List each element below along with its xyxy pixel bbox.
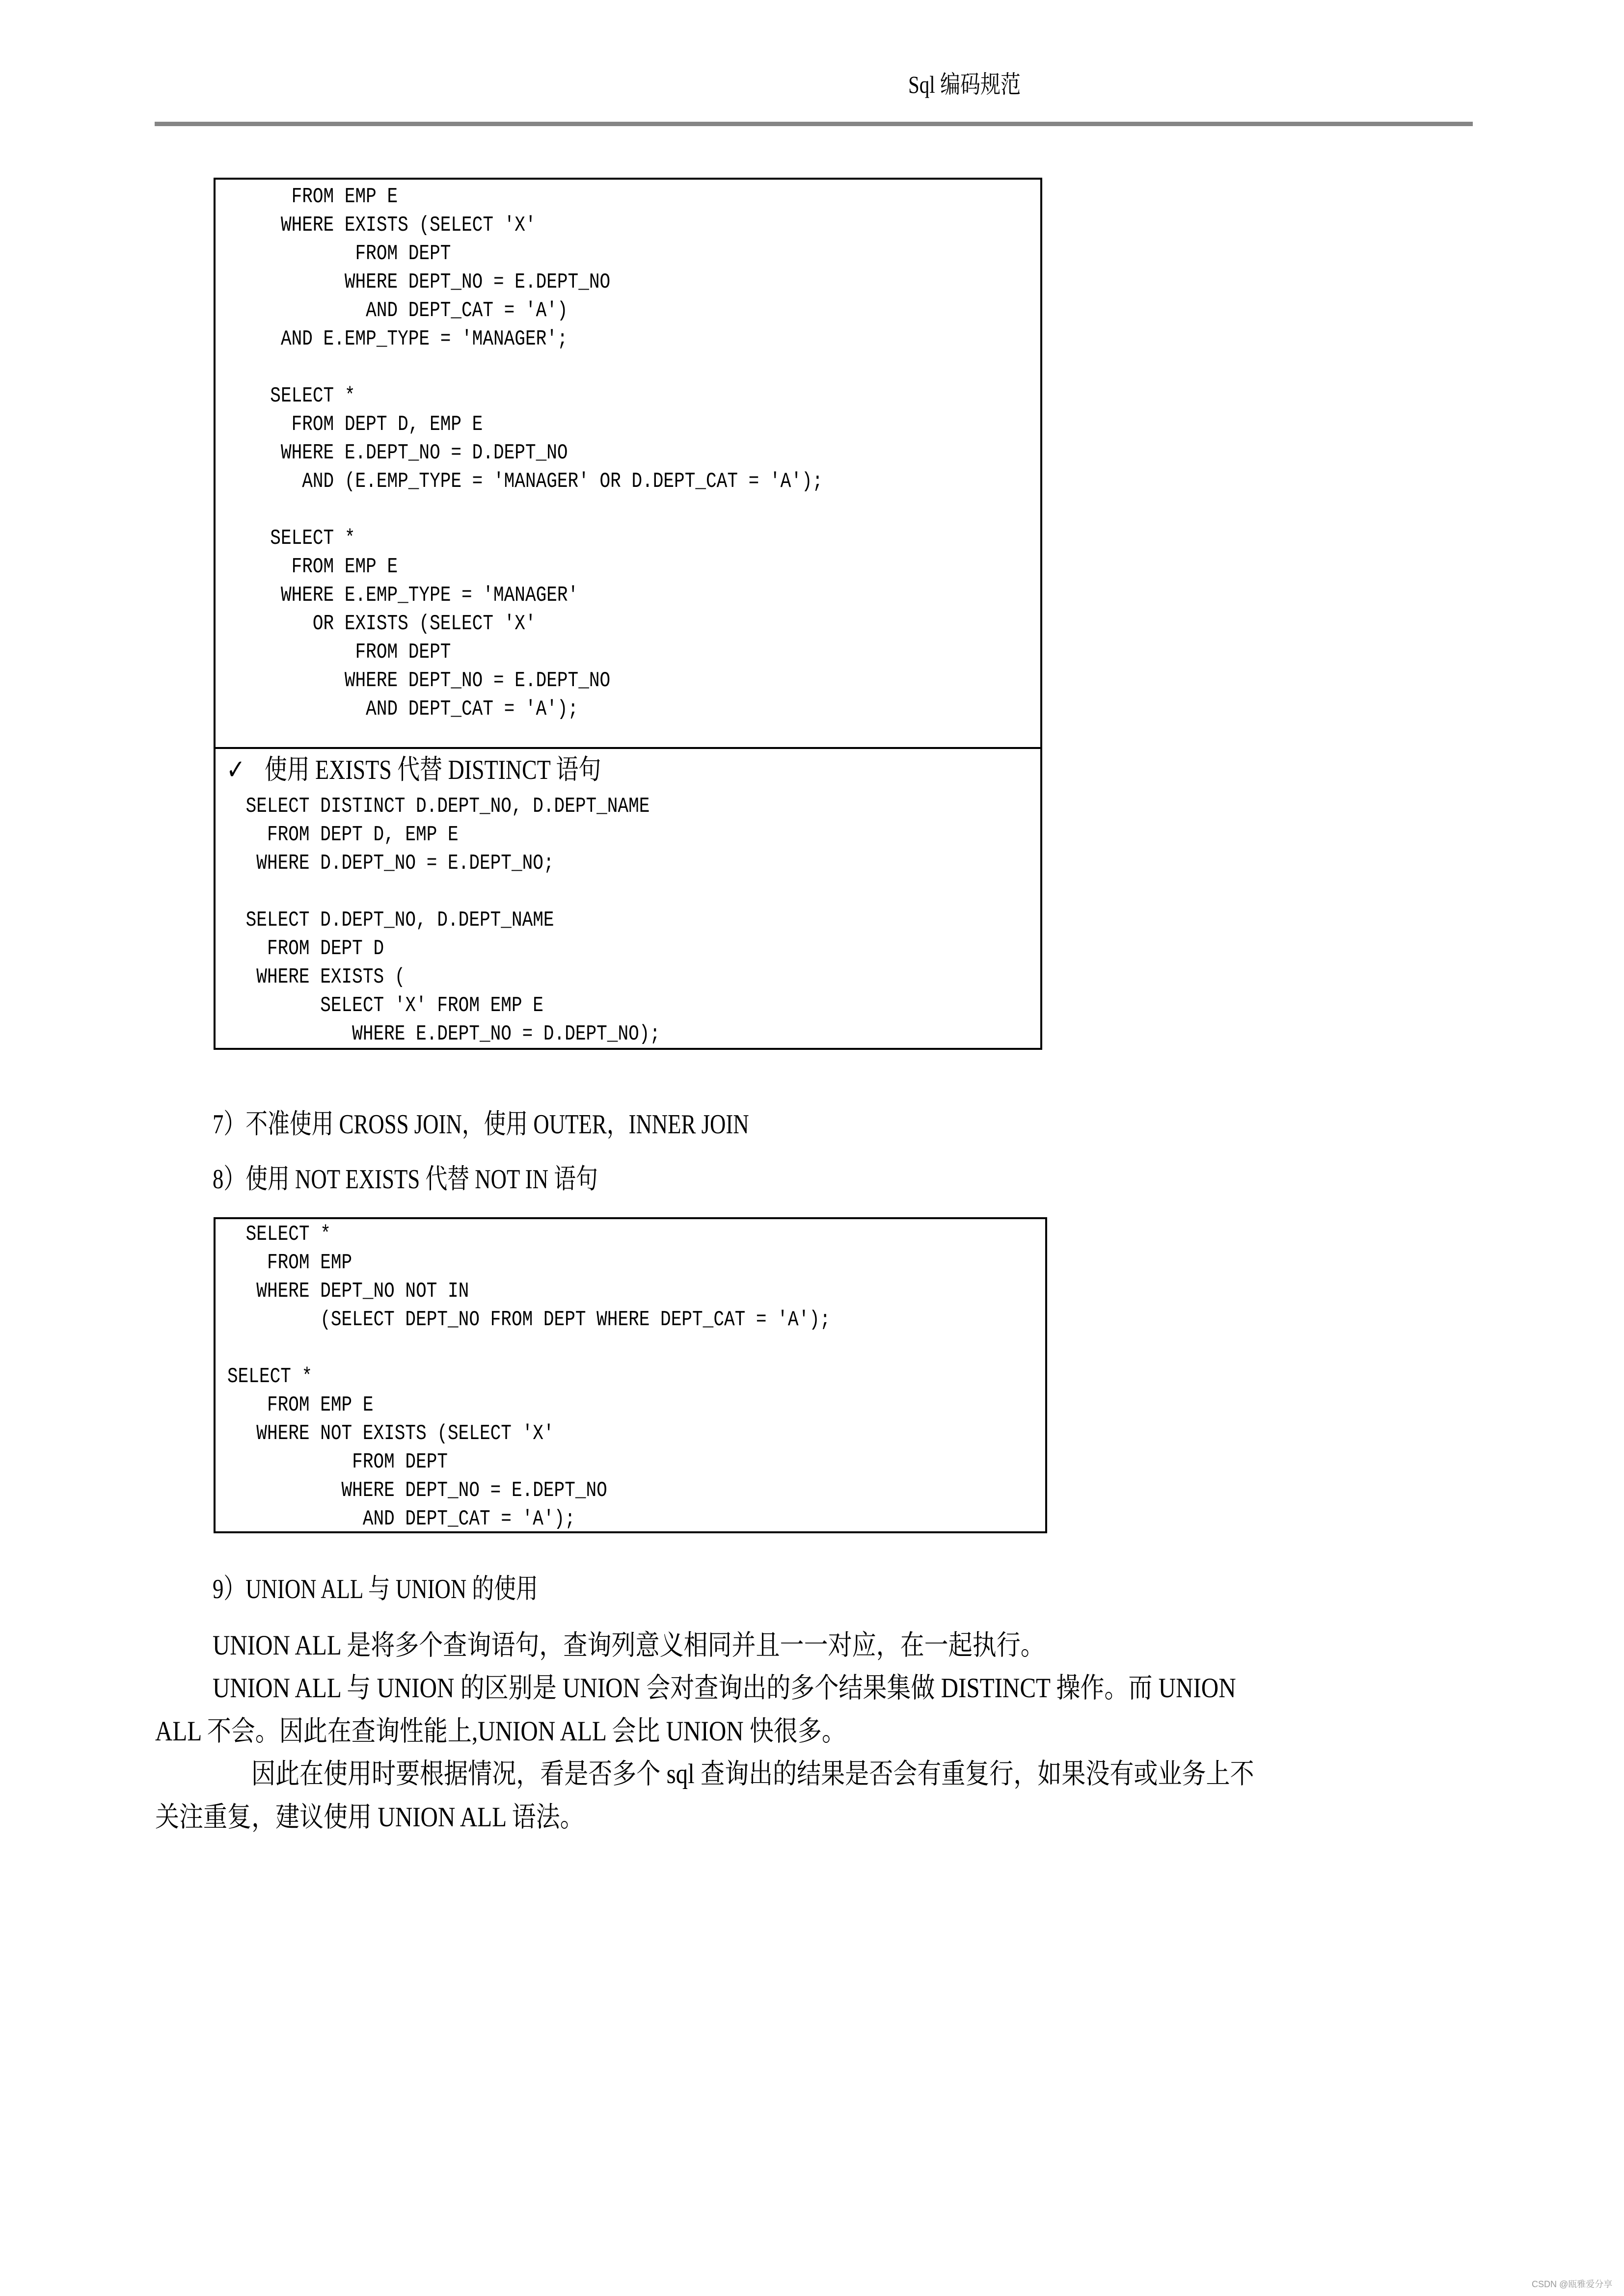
code-line: SELECT D.DEPT_NO, D.DEPT_NAME bbox=[235, 908, 554, 933]
code-line: AND (E.EMP_TYPE = 'MANAGER' OR D.DEPT_CAT = 'A'); bbox=[249, 469, 823, 494]
rule-item-8: 8）使用 NOT EXISTS 代替 NOT IN 语句 bbox=[213, 1164, 598, 1195]
code-line: FROM DEPT D, EMP E bbox=[235, 823, 459, 847]
paragraph-union-all-definition: UNION ALL 是将多个查询语句，查询列意义相同并且一一对应，在一起执行。 bbox=[213, 1630, 1045, 1661]
code-line: FROM DEPT bbox=[249, 241, 451, 266]
paragraph-recommendation-line2: 关注重复，建议使用 UNION ALL 语法。 bbox=[155, 1802, 584, 1833]
code-line: (SELECT DEPT_NO FROM DEPT WHERE DEPT_CAT = 'A'); bbox=[235, 1308, 831, 1332]
paragraph-recommendation-line1: 因此在使用时要根据情况，看是否多个 sql 查询出的结果是否会有重复行，如果没有或业务上不 bbox=[251, 1759, 1254, 1789]
page-header-title: Sql 编码规范 bbox=[908, 71, 1021, 98]
code-line: FROM EMP E bbox=[235, 1393, 374, 1417]
code-line: FROM DEPT D bbox=[235, 936, 384, 961]
code-line: AND DEPT_CAT = 'A'); bbox=[235, 1507, 575, 1531]
rule-item-7: 7）不准使用 CROSS JOIN，使用 OUTER，INNER JOIN bbox=[213, 1109, 749, 1140]
paragraph-union-difference-line2: ALL 不会。因此在查询性能上,UNION ALL 会比 UNION 快很多。 bbox=[155, 1716, 846, 1747]
code-line: FROM DEPT bbox=[235, 1450, 448, 1474]
code-line: AND DEPT_CAT = 'A'); bbox=[249, 697, 579, 721]
code-line: WHERE DEPT_NO = E.DEPT_NO bbox=[249, 668, 611, 693]
code-line: SELECT * bbox=[227, 1364, 313, 1389]
code-line: SELECT * bbox=[249, 384, 355, 408]
code-line: WHERE EXISTS ( bbox=[235, 965, 406, 989]
code-line: SELECT DISTINCT D.DEPT_NO, D.DEPT_NAME bbox=[235, 794, 650, 819]
paragraph-union-difference-line1: UNION ALL 与 UNION 的区别是 UNION 会对查询出的多个结果集做 DISTINCT 操作。而 UNION bbox=[213, 1673, 1236, 1704]
code-line: FROM DEPT bbox=[249, 640, 451, 665]
header-rule bbox=[155, 122, 1473, 126]
code-line: WHERE E.EMP_TYPE = 'MANAGER' bbox=[249, 583, 579, 608]
code-line: WHERE D.DEPT_NO = E.DEPT_NO; bbox=[235, 851, 554, 876]
code-line: FROM EMP E bbox=[249, 185, 398, 209]
code-line: SELECT * bbox=[249, 526, 355, 551]
code-line: SELECT * bbox=[235, 1222, 331, 1247]
section-divider bbox=[216, 747, 1040, 749]
code-line: AND E.EMP_TYPE = 'MANAGER'; bbox=[249, 327, 568, 351]
code-box-exists bbox=[214, 178, 1042, 1050]
code-line: AND DEPT_CAT = 'A') bbox=[249, 298, 568, 323]
code-line: WHERE EXISTS (SELECT 'X' bbox=[249, 213, 536, 238]
code-line: SELECT 'X' FROM EMP E bbox=[235, 993, 543, 1018]
code-line: WHERE NOT EXISTS (SELECT 'X' bbox=[235, 1421, 554, 1446]
code-line: FROM EMP E bbox=[249, 555, 398, 579]
code-line: WHERE DEPT_NO = E.DEPT_NO bbox=[249, 270, 611, 294]
code-line: FROM DEPT D, EMP E bbox=[249, 412, 483, 437]
code-line: WHERE DEPT_NO NOT IN bbox=[235, 1279, 469, 1304]
code-box-not-exists bbox=[214, 1217, 1047, 1533]
code-line: WHERE E.DEPT_NO = D.DEPT_NO bbox=[249, 441, 568, 465]
checkmark-icon: ✓ bbox=[226, 755, 245, 785]
code-line: FROM EMP bbox=[235, 1251, 352, 1275]
code-line: WHERE E.DEPT_NO = D.DEPT_NO); bbox=[235, 1022, 661, 1046]
code-line: WHERE DEPT_NO = E.DEPT_NO bbox=[235, 1478, 607, 1503]
code-line: OR EXISTS (SELECT 'X' bbox=[249, 612, 536, 636]
check-heading-text: 使用 EXISTS 代替 DISTINCT 语句 bbox=[264, 755, 601, 785]
check-heading bbox=[226, 754, 601, 786]
watermark: CSDN @瓯雅爱分享 bbox=[1532, 2279, 1613, 2289]
rule-item-9: 9）UNION ALL 与 UNION 的使用 bbox=[213, 1574, 538, 1604]
